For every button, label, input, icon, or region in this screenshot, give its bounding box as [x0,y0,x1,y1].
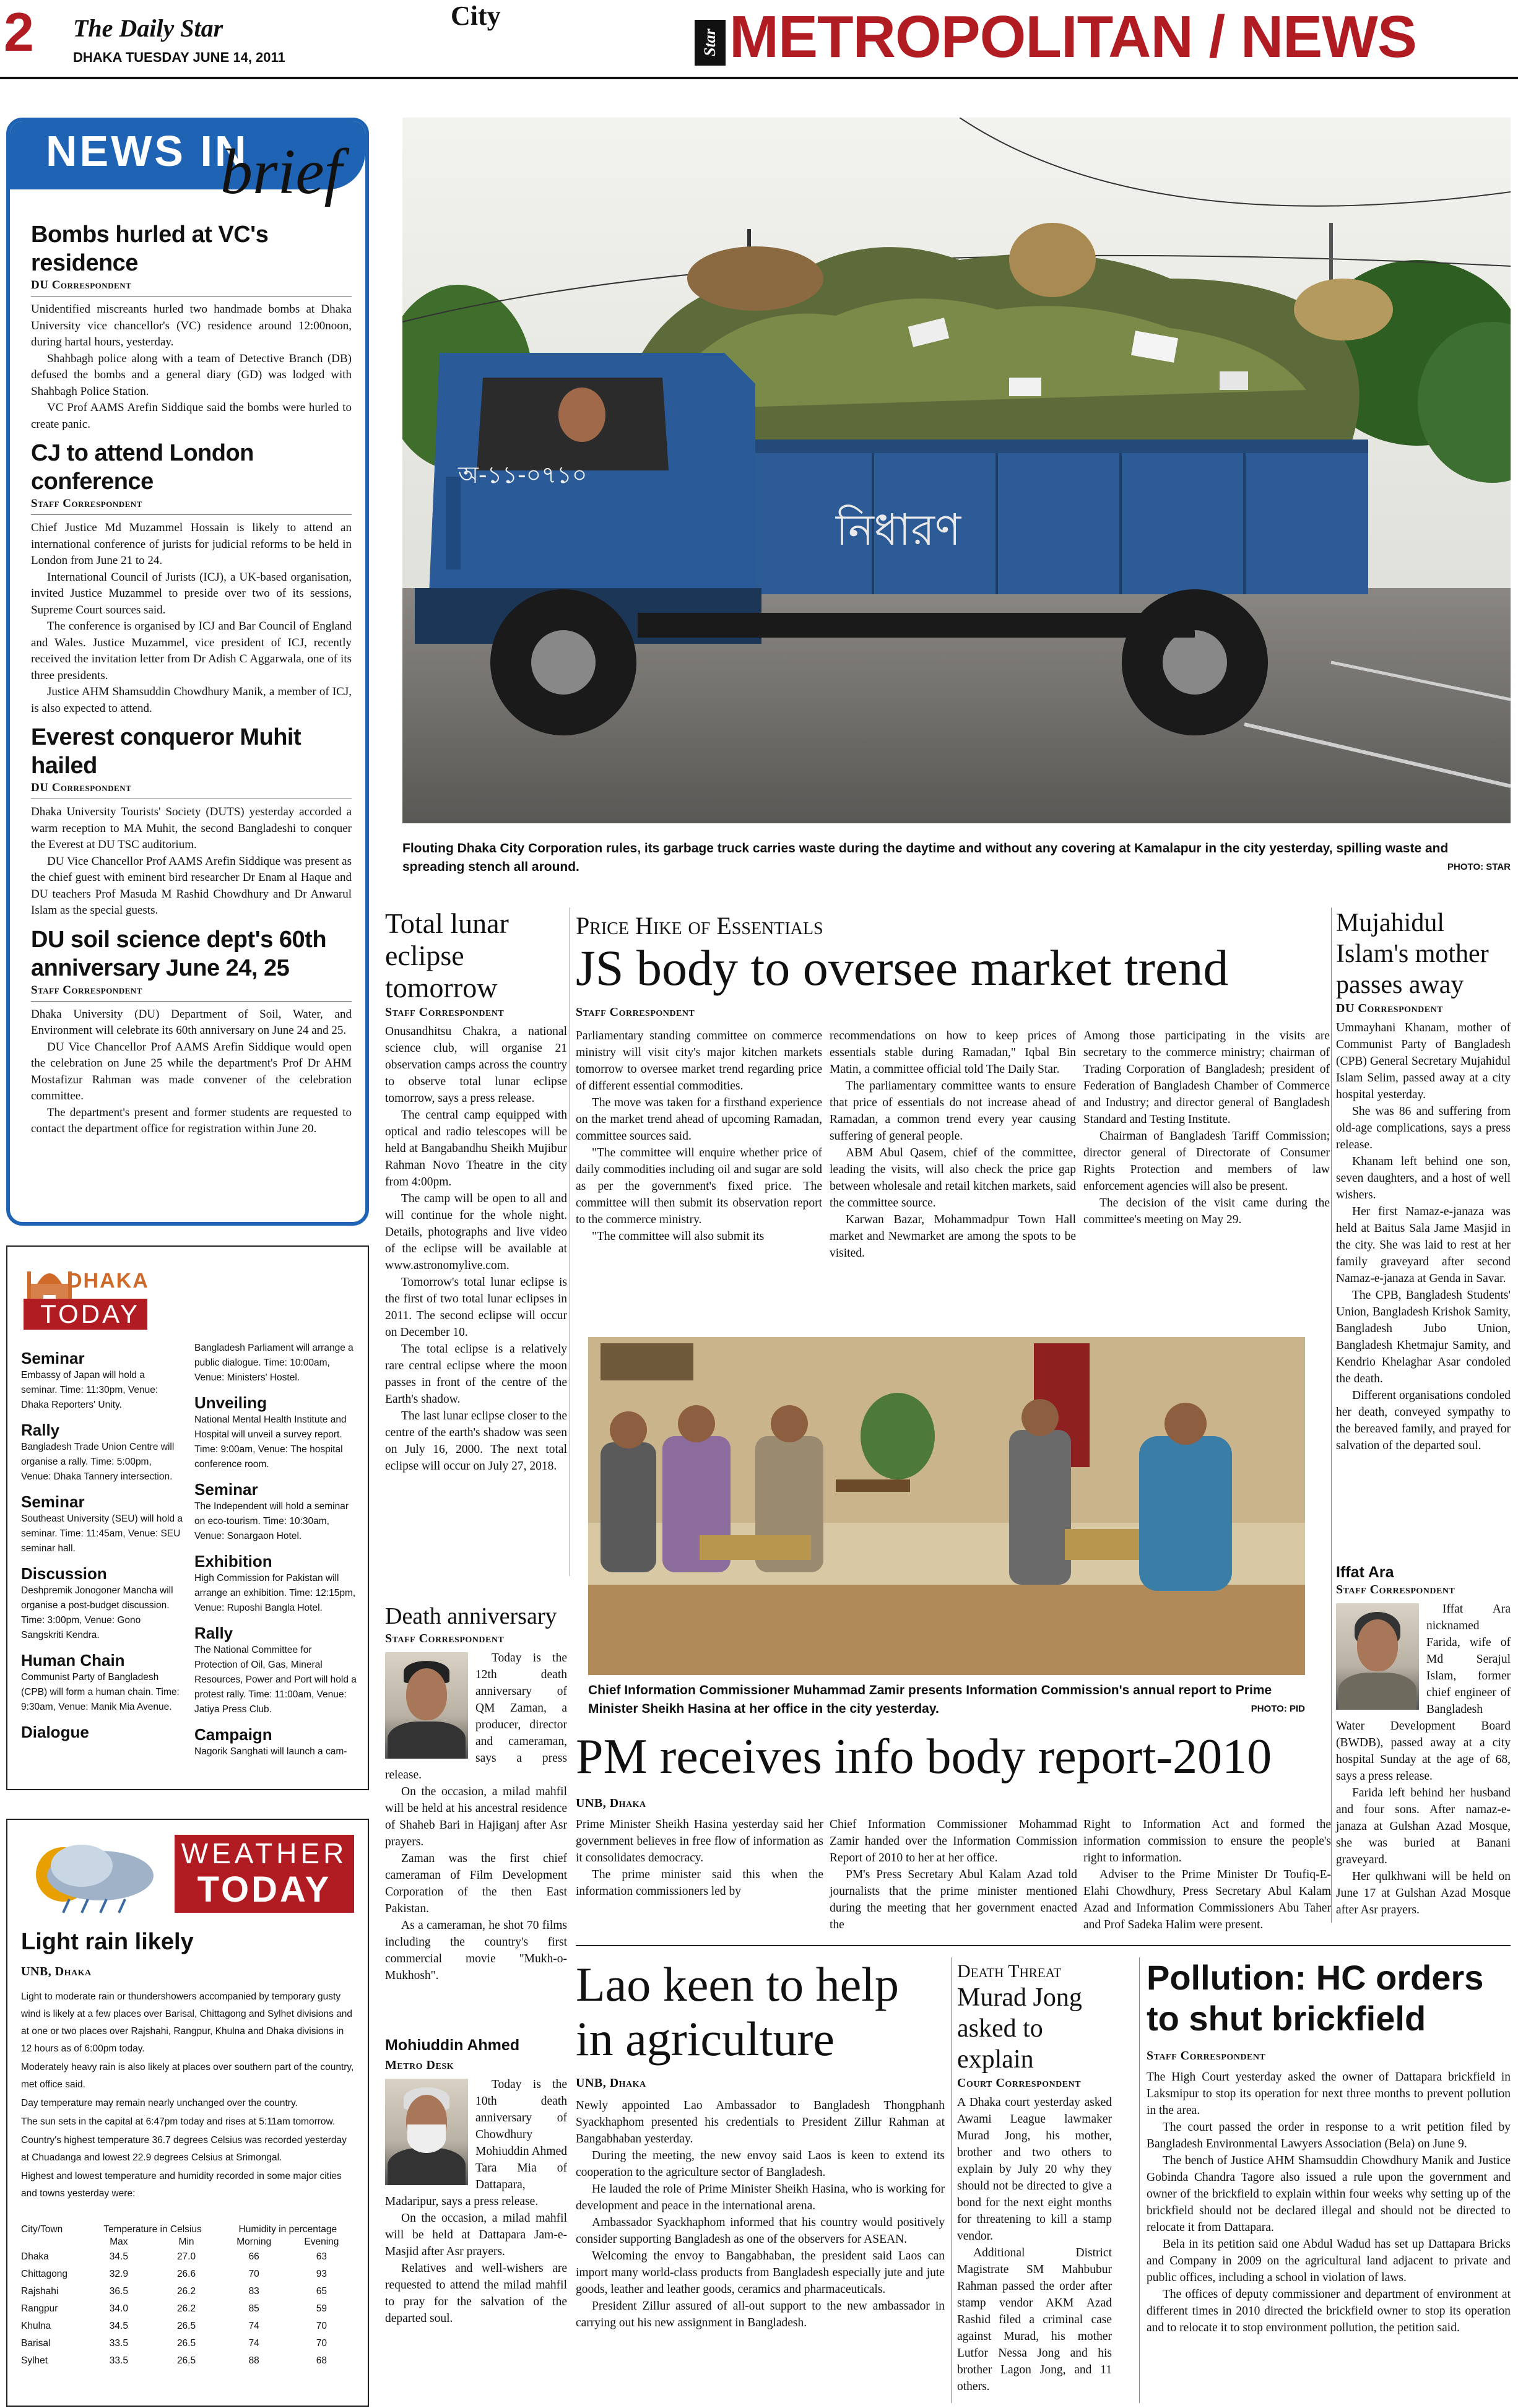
brief-paragraph: The department's present and former students are requested to contact the department office for registration within June 20. [31,1106,352,1135]
eclipse-paragraph: The central camp equipped with optical and radio telescopes will be held at Bangabandhu Sheikh Mujibur Rahman Novo Theatre in the city from 4:00pm. [385,1109,567,1189]
mohiuddin-paragraph: Relatives and well-wishers are requested to attend the milad mahfil to pray for the salvation of the departed soul. [385,2262,567,2325]
table-row [21,2335,355,2352]
table-cell: Dhaka [21,2251,49,2262]
table-cell: 27.0 [176,2251,196,2262]
table-cell: 59 [316,2303,327,2314]
js-paragraph: ABM Abul Qasem, chief of the committee, leading the visits, will also check the price gap between wholesale and retail kitchen markets, said the committee source. [830,1146,1076,1210]
brief-title-news: NEWS IN [46,127,249,175]
mohiuddin-portrait [385,2079,468,2185]
eclipse-paragraph: The last lunar eclipse closer to the centre of the earth's shadow was seen on July 16, 2000. The next total eclipse will occur on July 27, 2018. [385,1410,567,1473]
eclipse-article [385,907,567,1475]
death-paragraph: Zaman was the first chief cameraman of Film Development Corporation of the then East Pakistan. [385,1852,567,1915]
death-body [385,1650,567,1984]
weather-headline: Light rain likely [21,1929,194,1955]
table-subheader-cell: Evening [304,2237,339,2247]
brief-paragraph: DU Vice Chancellor Prof AAMS Arefin Siddique was present as the chief guest with eminent bird researcher Dr Enam al Haque and DU teachers Prof Masuda M Rashid Chowdhury and Dr Anwarul Islam as the special guests. [31,854,352,917]
table-cell: 26.6 [176,2269,196,2279]
murad-body [957,2094,1112,2395]
pm-byline: UNB, Dhaka [576,1796,646,1810]
table-cell: 70 [316,2321,327,2331]
brief-item [10,925,365,1138]
garbage-truck-photo [402,118,1511,823]
lao-paragraph: Welcoming the envoy to Bangabhaban, the president said Laos can import many world-class products from Bangladesh especially jute and jute goods, leather and leather goods, ceramics and pharmaceuticals. [576,2250,945,2296]
mujahidul-body [1336,1020,1511,1454]
table-cell: Sylhet [21,2355,48,2366]
weather-paragraph: Light to moderate rain or thundershowers accompanied by temporary gusty wind is likely at a few places over Barisal, Chittagong and Sylhet divisions and at one or two places over Rajshahi, Rangpur, Khulna and Dhaka divisions in 12 hours as of 6:00pm today. [21,1991,353,2054]
truck-photo-caption: Flouting Dhaka City Corporation rules, its garbage truck carries waste during the daytime and without any covering at Kamalapur in the city yesterday, spilling waste and spreading stench all around. [402,841,1449,874]
lao-headline: Lao keen to help in agriculture [576,1957,899,2066]
iffat-paragraph: Her qulkhwani will be held on June 17 at Gulshan Azad Mosque after Asr prayers. [1336,1870,1511,1916]
weather-table [21,2224,355,2370]
eclipse-byline: Staff Correspondent [385,1005,505,1019]
pollution-paragraph: Bela in its petition said one Abdul Wadud has set up Dattapara Bricks and Company in 2009 on the agricultural land adjacent to private and public offices, including a school in violation of laws. [1147,2238,1511,2284]
brief-paragraph: The conference is organised by ICJ and Bar Council of England and Wales. Justice Muzammel, vice president of ICJ, recently received the invitation letter from Dr Adish C Aggarwala, one of its three presidents. [31,620,352,682]
death-paragraph: On the occasion, a milad mahfil will be held at his ancestral residence of Shaheb Bari in Hajiganj after Asr prayers. [385,1785,567,1848]
table-cell: 26.5 [176,2355,196,2366]
garbage-truck-image [402,118,1511,823]
murad-headline: Murad Jong asked to explain [957,1983,1082,2074]
table-cell: 74 [248,2338,259,2349]
mujahidul-paragraph: Different organisations condoled her death, conveyed sympathy to the bereaved family, and prayed for salvation of the departed soul. [1336,1389,1511,1452]
pm-column-3 [1083,1816,1331,1933]
date-line: DHAKA TUESDAY JUNE 14, 2011 [73,50,285,65]
weather-paragraph: The sun sets in the capital at 6:47pm today and rises at 5:11am tomorrow. [21,2116,336,2127]
eclipse-headline: Total lunar eclipse tomorrow [385,907,509,1003]
weather-band-top: WEATHER [181,1837,348,1869]
pollution-headline: Pollution: HC orders to shut brickfield [1147,1958,1484,2038]
iffat-portrait [1336,1603,1419,1710]
table-cell: Rajshahi [21,2286,59,2297]
brief-paragraph: Dhaka University Tourists' Society (DUTS) yesterday accorded a warm reception to MA Muhit, the second Bangladeshi to conquer the Everest at DU TSC auditorium. [31,805,352,851]
weather-paragraph: Day temperature may remain nearly unchanged over the country. [21,2098,298,2108]
eclipse-paragraph: Onusandhitsu Chakra, a national science club, will organise 21 observation camps across the country to observe total lunar eclipse tomorrow, says a press release. [385,1025,567,1105]
weather-band [175,1835,354,1913]
lao-paragraph: During the meeting, the new envoy said Laos is keen to extend its cooperation to the agriculture sector of Bangladesh. [576,2149,945,2179]
column-rule [1331,907,1332,1923]
table-cell: 83 [248,2286,259,2297]
event-title: Campaign [194,1725,272,1744]
table-cell: 26.2 [176,2286,196,2297]
column-rule [1139,1957,1140,2403]
paper-logo: The Daily Star [73,14,223,42]
event-details: Deshpremik Jonogoner Mancha will organise a post-budget discussion. Time: 3:00pm, Venue: Gono Sangskriti Kendra. [21,1585,173,1640]
event-details: High Commission for Pakistan will arrange an exhibition. Time: 12:15pm, Venue: Ruposhi Bangla Hotel. [194,1573,356,1613]
table-subheader-cell [21,2236,85,2248]
table-row [21,2300,355,2318]
pm-paragraph: Adviser to the Prime Minister Dr Toufiq-E-Elahi Chowdhury, Press Secretary Abul Kalam Azad and Information Commissioners Abu Taher and Prof Sadeka Halim were present. [1083,1868,1331,1931]
table-row [21,2248,355,2266]
pm-paragraph: Right to Information Act and formed the information commission to ensure the people's right to information. [1083,1818,1331,1864]
weather-byline: UNB, Dhaka [21,1965,92,1978]
iffat-byline: Staff Correspondent [1336,1583,1455,1596]
event-title: Seminar [21,1349,85,1367]
pollution-paragraph: The offices of deputy commissioner and department of environment at different times in 2010 directed the brickfield owner to stop its operation and to relocate it to stop environment pollution, the petition said. [1147,2288,1511,2334]
event-title: Exhibition [194,1552,272,1570]
weather-table-header [21,2224,355,2236]
iffat-name: Iffat Ara [1336,1564,1394,1581]
js-column-2 [830,1028,1076,1262]
mujahidul-paragraph: The CPB, Bangladesh Students' Union, Bangladesh Krishok Samity, Bangladesh Jubo Union, Bangladesh Khetmajur Samity, and Kendrio Khelaghar Asar condoled the death. [1336,1289,1511,1385]
lao-body [576,2097,945,2331]
pollution-paragraph: The bench of Justice AHM Shamsuddin Chowdhury Manik and Justice Gobinda Chandra Tagore also issued a rule upon the government and owner of the brickfield to explain within four weeks why setting up of the brickfield should not be declared illegal and should not be directed to relocate it from Dattapara. [1147,2154,1511,2234]
brief-headline: Bombs hurled at VC's residence [31,222,269,276]
event-title: Rally [194,1624,233,1642]
death-anniversary-article [385,1602,567,1984]
pm-photo-caption: Chief Information Commissioner Muhammad Zamir presents Information Commission's annual report to Prime Minister Sheikh Hasina at her office in the city yesterday. [588,1683,1272,1716]
dhaka-today-top: DHAKA [67,1269,149,1293]
brief-paragraph: Unidentified miscreants hurled two handmade bombs at Dhaka University vice chancellor's (VC) residence around 12:00noon, during hartal hours, yesterday. [31,303,352,349]
iffat-paragraph: Iffat Ara nicknamed Farida, wife of Md Serajul Islam, former chief engineer of Bangladesh Water Development Board (BWDB), passed away at a city hospital Sunday at the age of 68, says a press release. [1336,1603,1511,1783]
table-row [21,2266,355,2283]
js-kicker: Price Hike of Essentials [576,912,823,940]
brief-byline: Staff Correspondent [31,497,142,510]
weather-table-subheader [21,2236,355,2248]
brief-items [10,220,365,1138]
table-cell: Barisal [21,2338,51,2349]
brief-header [10,121,365,214]
event-title: Seminar [194,1480,258,1499]
mujahidul-headline: Mujahidul Islam's mother passes away [1336,909,1489,999]
truck-side-text: নিধারণ [836,505,961,555]
pm-paragraph: Chief Information Commissioner Mohammad Zamir handed over the Information Commission Report of 2010 to her at her office. [830,1818,1077,1864]
pollution-byline: Staff Correspondent [1147,2049,1266,2063]
table-cell: Rangpur [21,2303,58,2314]
js-byline: Staff Correspondent [576,1005,695,1019]
event-title: Human Chain [21,1651,125,1670]
weather-box [6,1819,369,2407]
brief-headline: Everest conqueror Muhit hailed [31,724,301,779]
pollution-paragraph: The court passed the order in response to a writ petition filed by Bangladesh Environmental Lawyers Association (Bela) on June 9. [1147,2121,1511,2150]
js-paragraph: Among those participating in the visits are secretary to the commerce ministry; chairman of Trading Corporation of Bangladesh; president of Federation of Bangladesh Chamber of Commerce and Industry; and director general of Bangladesh Standard and Testing Institute. [1083,1029,1330,1126]
table-header-cell: City/Town [21,2224,63,2235]
js-paragraph: Parliamentary standing committee on commerce ministry will visit city's major kitchen markets tomorrow to oversee market trend regarding price of different essential commodities. [576,1029,822,1093]
table-subheader-cell: Max [110,2237,128,2247]
table-cell: 63 [316,2251,327,2262]
table-row [21,2283,355,2300]
table-cell: 33.5 [109,2338,128,2349]
pm-column-1 [576,1816,823,1900]
mohiuddin-name: Mohiuddin Ahmed [385,2037,520,2054]
city-label: City [451,1,501,31]
js-paragraph: recommendations on how to keep prices of essentials stable during Ramadan," Iqbal Bin Matin, a committee official told The Daily Star. [830,1029,1076,1076]
eclipse-body [385,1023,567,1475]
table-cell: 33.5 [109,2355,128,2366]
section-title: METROPOLITAN / NEWS [729,4,1416,70]
mujahidul-paragraph: She was 86 and suffering from old-age complications, says a press release. [1336,1105,1511,1151]
eclipse-paragraph: The camp will be open to all and will continue for the whole night. Details, photographs and live video of the eclipse will be available at www.astronomylive.com. [385,1192,567,1272]
js-column-3 [1083,1028,1330,1228]
brief-item [10,439,365,717]
js-paragraph: Chairman of Bangladesh Tariff Commission; director general of Directorate of Consumer Rights Protection and members of law enforcement agencies will also be present. [1083,1130,1330,1193]
js-paragraph: Karwan Bazar, Mohammadpur Town Hall market and Newmarket are among the spots to be visited. [830,1213,1076,1260]
table-cell: 34.5 [109,2251,128,2262]
mujahidul-paragraph: Her first Namaz-e-janaza was held at Baitus Sala Jame Masjid in the city. She was laid to rest at her family graveyard after second Namaz-e-janaza at Genda in Savar. [1336,1205,1511,1285]
mujahidul-paragraph: Khanam left behind one son, seven daughters, and a host of well wishers. [1336,1155,1511,1202]
truck-plate: অ-১১-০৭১০ [458,461,588,488]
event-details: National Mental Health Institute and Hospital will unveil a survey report. Time: 9:00am, Venue: The hospital conference room. [194,1414,347,1470]
lao-byline: UNB, Dhaka [576,2076,646,2090]
mohiuddin-article [385,2037,567,2327]
brief-rule [31,296,352,297]
death-byline: Staff Correspondent [385,1632,505,1645]
brief-rule [31,514,352,515]
masthead-rule [0,77,1518,79]
brief-paragraph: Chief Justice Md Muzammel Hossain is likely to attend an international conference of jurists for judicial reforms to be held in London from June 21 to 24. [31,521,352,567]
table-cell: 66 [248,2251,259,2262]
iffat-body [1336,1601,1511,1918]
js-paragraph: The move was taken for a firsthand experience on the market trend ahead of upcoming Ramadan, committee sources said. [576,1096,822,1143]
table-cell: 93 [316,2269,327,2279]
mohiuddin-paragraph: Today is the 10th death anniversary of Chowdhury Mohiuddin Ahmed Tara Mia of Dattapara, Madaripur, says a press release. [385,2078,567,2208]
murad-kicker: Death Threat [957,1961,1062,1981]
js-paragraph: The decision of the visit came during the committee's meeting on May 29. [1083,1197,1330,1226]
brief-body [31,804,352,919]
iffat-paragraph: Farida left behind her husband and four sons. After namaz-e-janaza at Gulshan Azad Mosque, she was buried at Banani graveyard. [1336,1787,1511,1866]
brief-paragraph: Shahbagh police along with a team of Detective Branch (DB) defused the bombs and a general diary (GD) was lodged with Shahbagh Police Station. [31,352,352,398]
brief-rule [31,1001,352,1002]
death-paragraph: As a cameraman, he shot 70 films including the country's first commercial movie "Mukh-o-Mukhosh". [385,1919,567,1982]
brief-paragraph: Dhaka University (DU) Department of Soil, Water, and Environment will celebrate its 60th anniversary on June 24 and 25. [31,1007,352,1037]
pm-paragraph: Prime Minister Sheikh Hasina yesterday said her government believes in free flow of information as it consolidates democracy. [576,1818,823,1864]
brief-byline: Staff Correspondent [31,983,142,997]
brief-item [10,723,365,919]
lao-paragraph: President Zillur assured of all-out support to the new ambassador in carrying out his new assignment in Bangladesh. [576,2300,945,2329]
section-rule [576,1945,1511,1946]
weather-paragraph: Highest and lowest temperature and humidity recorded in some major cities and towns yesterday were: [21,2171,342,2199]
murad-paragraph: Additional District Magistrate SM Mahbubur Rahman passed the order after stamp vendor AKM Azad Rashid filed a criminal case against Murad, his mother Lutfor Nessa Jong and his brother Lagon Jong, and 11 others. [957,2246,1112,2393]
pm-paragraph: PM's Press Secretary Abul Kalam Azad told journalists that the prime minister mentioned during the meeting that her government enacted the [830,1868,1077,1931]
js-headline: JS body to oversee market trend [576,940,1229,996]
js-paragraph: "The committee will enquire whether price of daily commodities including oil and sugar are sold as per the government's fixed price. The committee will then submit its observation report to the commerce ministry. [576,1146,822,1226]
event-title: Dialogue [21,1723,89,1741]
qm-zaman-portrait [385,1652,468,1759]
star-tag: Star [695,20,726,66]
event-details: The Independent will hold a seminar on eco-tourism. Time: 10:30am, Venue: Sonargaon Hotel. [194,1501,349,1541]
weather-band-bottom: TODAY [197,1869,332,1910]
table-cell: 32.9 [109,2269,128,2279]
weather-paragraph: Country's highest temperature 36.7 degrees Celsius was recorded yesterday at Chuadanga and lowest 22.9 degrees Celsius at Srimongal. [21,2135,347,2163]
table-cell: 70 [248,2269,259,2279]
eclipse-paragraph: The total eclipse is a relatively rare central eclipse where the moon passes in front of the centre of the Earth's shadow. [385,1343,567,1406]
truck-photo-credit: PHOTO: STAR [1447,862,1511,872]
brief-title-brief: brief [220,136,342,207]
table-cell: Chittagong [21,2269,67,2279]
brief-paragraph: Justice AHM Shamsuddin Chowdhury Manik, a member of ICJ, is also expected to attend. [31,685,352,715]
mohiuddin-body [385,2076,567,2327]
dhaka-today-bottom: TODAY [24,1299,147,1330]
table-subheader-cell: Morning [236,2237,272,2247]
pollution-body [1147,2069,1511,2336]
table-cell: 26.2 [176,2303,196,2314]
lao-paragraph: He lauded the role of Prime Minister Sheikh Hasina, who is working for development and peace in the international arena. [576,2183,945,2212]
table-cell: 85 [248,2303,259,2314]
pm-meeting-image [588,1337,1305,1675]
table-cell: 26.5 [176,2338,196,2349]
mohiuddin-paragraph: On the occasion, a milad mahfil will be held at Dattapara Jam-e-Masjid after Asr prayers. [385,2212,567,2258]
table-header-cell: Temperature in Celsius [103,2224,202,2235]
column-rule [951,1957,952,2403]
pm-headline: PM receives info body report-2010 [576,1730,1272,1784]
murad-paragraph: A Dhaka court yesterday asked Awami League lawmaker Murad Jong, his mother, brother and two others to explain by July 20 why they should not be directed to give a bond for the next eight months for threatening to kill a stamp vendor. [957,2096,1112,2243]
dhaka-today-box [6,1245,369,1790]
pm-report-photo [588,1337,1305,1675]
pm-column-2 [830,1816,1077,1933]
news-in-brief-box [6,118,369,1226]
event-details: Southeast University (SEU) will hold a seminar. Time: 11:45am, Venue: SEU seminar hall. [21,1514,183,1554]
today-column-right [194,1341,357,1759]
death-headline: Death anniversary [385,1603,557,1629]
event-title: Unveiling [194,1393,267,1412]
brief-headline: DU soil science dept's 60th anniversary June 24, 25 [31,926,327,981]
table-cell: 70 [316,2338,327,2349]
table-subheader-cell: Min [178,2237,194,2247]
brief-byline: DU Correspondent [31,279,132,292]
table-cell: 34.0 [109,2303,128,2314]
event-details: Bangladesh Trade Union Centre will organise a rally. Time: 5:00pm, Venue: Dhaka Tannery intersection. [21,1442,175,1482]
table-header-cell: Humidity in percentage [238,2224,337,2235]
brief-paragraph: International Council of Jurists (ICJ), a UK-based organisation, invited Justice Muzammel to preside over two of its sessions, Supreme Court sources said. [31,570,352,617]
brief-body [31,1007,352,1138]
pm-paragraph: The prime minister said this when the information commissioners led by [576,1868,823,1898]
lao-paragraph: Ambassador Syackhaphom informed that his country would positively consider supporting Bangladesh as one of the observers for ASEAN. [576,2216,945,2246]
table-cell: 26.5 [176,2321,196,2331]
murad-byline: Court Correspondent [957,2076,1082,2090]
brief-body [31,301,352,433]
weather-paragraph: Moderately heavy rain is also likely at places over southern part of the country, met office said. [21,2062,354,2090]
eclipse-paragraph: Tomorrow's total lunar eclipse is the first of two total lunar eclipses in 2011. The second eclipse will occur on December 10. [385,1276,567,1339]
iffat-article [1336,1564,1511,1918]
mohiuddin-byline: Metro Desk [385,2058,454,2072]
brief-item [10,220,365,433]
brief-paragraph: DU Vice Chancellor Prof AAMS Arefin Siddique would open the celebration on June 25 while the department's Prof Dr AHM Mostafizur Rahman was made convener of the celebration committee. [31,1040,352,1102]
pm-photo-credit: PHOTO: PID [1251,1704,1305,1714]
event-title: Rally [21,1421,60,1439]
js-column-1 [576,1028,822,1245]
event-title: Discussion [21,1564,107,1583]
table-cell: 36.5 [109,2286,128,2297]
mujahidul-paragraph: Ummayhani Khanam, mother of Communist Party of Bangladesh (CPB) General Secretary Mujahidul Islam Selim, passed away at a city hospital yesterday. [1336,1021,1511,1101]
brief-body [31,520,352,717]
table-row [21,2318,355,2335]
event-details: The National Committee for Protection of Oil, Gas, Mineral Resources, Power and Port will hold a protest rally. Time: 11:00am, Venue: Jatiya Press Club. [194,1645,357,1715]
js-paragraph: "The committee will also submit its [592,1230,765,1243]
table-cell: 65 [316,2286,327,2297]
murad-article [957,1961,1112,2395]
mujahidul-byline: DU Correspondent [1336,1002,1444,1015]
rain-cloud-icon [20,1831,168,1918]
brief-byline: DU Correspondent [31,781,132,794]
event-details: Nagorik Sanghati will launch a cam- [194,1746,347,1757]
brief-headline: CJ to attend London conference [31,440,254,495]
lao-paragraph: Newly appointed Lao Ambassador to Bangladesh Thongphanh Syackhaphom presented his credentials to President Zillur Rahman at Bangabhaban yesterday. [576,2099,945,2146]
event-details: Bangladesh Parliament will arrange a public dialogue. Time: 10:00am, Venue: Ministers' Hostel. [194,1343,353,1383]
js-paragraph: The parliamentary committee wants to ensure that price of essentials do not increase ahead of Ramadan, a common trend every year causing suffering of general people. [830,1080,1076,1143]
event-details: Communist Party of Bangladesh (CPB) will form a human chain. Time: 9:30am, Venue: Manik Mia Avenue. [21,1672,180,1712]
page-number: 2 [4,1,34,63]
table-cell: 88 [248,2355,259,2366]
pollution-paragraph: The High Court yesterday asked the owner of Dattapara brickfield in Laksmipur to stop its operation for next three months to prevent pollution in the area. [1147,2071,1511,2117]
weather-text [21,1988,355,2204]
table-cell: Khulna [21,2321,51,2331]
mujahidul-article [1336,907,1511,1454]
event-title: Seminar [21,1492,85,1511]
table-row [21,2352,355,2370]
event-details: Embassy of Japan will hold a seminar. Time: 11:30pm, Venue: Dhaka Reporters' Unity. [21,1370,158,1410]
table-cell: 68 [316,2355,327,2366]
table-cell: 34.5 [109,2321,128,2331]
death-paragraph: Today is the 12th death anniversary of QM Zaman, a producer, director and cameraman, says a press release. [385,1652,567,1782]
today-column-left [21,1341,183,1742]
table-cell: 74 [248,2321,259,2331]
brief-paragraph: VC Prof AAMS Arefin Siddique said the bombs were hurled to create panic. [31,401,352,431]
